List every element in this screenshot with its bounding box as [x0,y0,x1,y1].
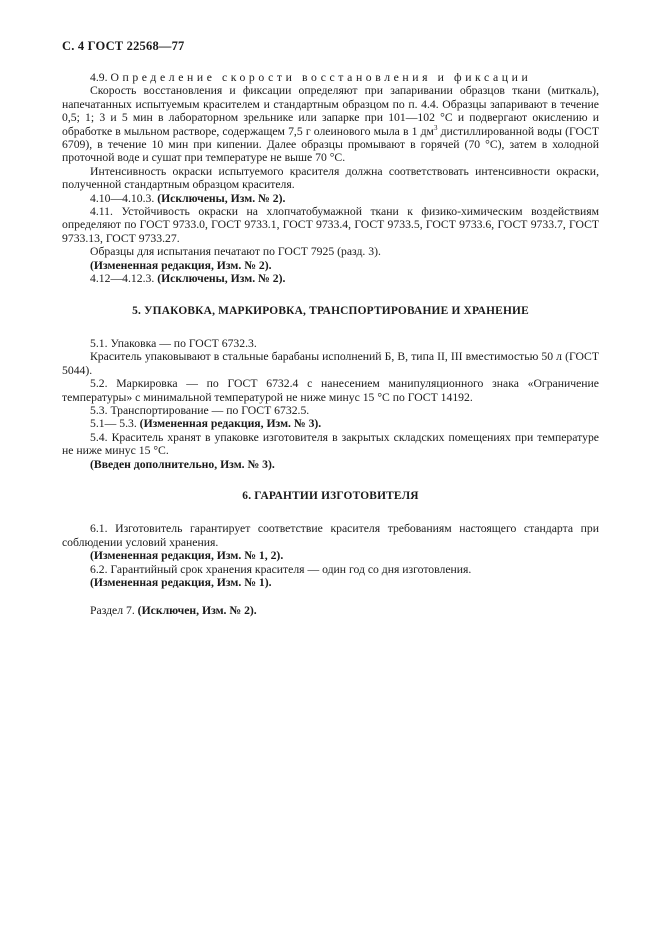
clause-number: 4.9. [90,71,108,84]
clause-5-1: 5.1. Упаковка — по ГОСТ 6732.3. [90,336,257,350]
amendment-note: (Исключены, Изм. № 2). [157,191,286,205]
section-5-title: 5. УПАКОВКА, МАРКИРОВКА, ТРАНСПОРТИРОВАНИЕ И ХРАНЕНИЕ [132,304,529,317]
amendment-note: (Измененная редакция, Изм. № 1, 2). [90,549,284,563]
cubic-superscript: 3 [433,123,438,132]
clause-4-10-excluded [62,192,599,205]
clause-5-1-text: Краситель упаковывают в стальные барабаны исполнений Б, В, типа II, III вместимостью 50 л (ГОСТ 5044). [62,350,599,377]
clause-4-9-text-part1: Скорость восстановления и фиксации определяют при запаривании образцов ткани (миткаль), напечатанных испытуемым красителем и стандартным образцом по п. 4.4. Образцы запаривают в течение 0,5; 1; 3 и 5 мин в лабораторном зрельнике или запарке при 101—102 °С и подвергают окислению и обработке в мыльном растворе, содержащем 7,5 г олеинового мыла в 1 дм [62,84,599,138]
clause-title: Определение скорости восстановления и фиксации [110,71,532,84]
amendment-note: (Измененная редакция, Изм. № 2). [90,258,272,272]
clause-5-2: 5.2. Маркировка — по ГОСТ 6732.4 с нанесением манипуляционного знака «Ограничение температуры» с минимальной температурой не ниже минус 15 °С по ГОСТ 14192. [62,377,599,404]
amendment-note: (Измененная редакция, Изм. № 3). [139,417,322,431]
clause-6-2: 6.2. Гарантийный срок хранения красителя — один год со дня изготовления. [90,562,472,576]
clause-5-1-5-3-note [62,417,599,430]
section-7-excluded [62,604,599,617]
clause-4-11-paragraph-2: Образцы для испытания печатают по ГОСТ 7925 (разд. 3). [90,245,381,259]
section-6-title: 6. ГАРАНТИИ ИЗГОТОВИТЕЛЯ [242,489,419,502]
document-body [62,71,599,618]
clause-4-9-paragraph-2: Интенсивность окраски испытуемого красителя должна соответствовать интенсивности окраски, полученной стандартным образцом красителя. [62,164,599,192]
clause-number: 4.12—4.12.3. [90,272,155,286]
amendment-note: (Исключен, Изм. № 2). [137,604,257,618]
clause-4-9-heading [62,71,599,84]
clause-4-9-text [62,84,599,164]
page-header: С. 4 ГОСТ 22568—77 [62,39,185,53]
clause-5-3: 5.3. Транспортирование — по ГОСТ 6732.5. [90,403,310,417]
clause-5-4: 5.4. Краситель хранят в упаковке изготовителя в закрытых складских помещениях при температуре не ниже минус 15 °С. [62,430,599,458]
clause-4-12-excluded [62,272,599,285]
amendment-note: (Исключены, Изм. № 2). [157,272,286,286]
amendment-note: (Измененная редакция, Изм. № 1). [90,576,272,589]
amendment-note: (Введен дополнительно, Изм. № 3). [90,457,275,471]
section-label: Раздел 7. [90,604,135,618]
clause-6-1: 6.1. Изготовитель гарантирует соответствие красителя требованиям настоящего стандарта при соблюдении условий хранения. [62,522,599,549]
clause-4-9-text-part2: дистиллированной воды (ГОСТ 6709), в течение 10 мин при кипении. Далее образцы промывают в горячей (70 °С), затем в холодной проточной воде и сушат при температуре не выше 70 °С. [62,124,599,165]
clause-number: 5.1— 5.3. [90,417,137,431]
clause-4-11-text: 4.11. Устойчивость окраски на хлопчатобумажной ткани к физико-химическим воздействиям определяют по ГОСТ 9733.0, ГОСТ 9733.1, ГОСТ 9733.4, ГОСТ 9733.5, ГОСТ 9733.6, ГОСТ 9733.7, ГОСТ 9733.13, ГОСТ 9733.27. [62,205,599,245]
clause-number: 4.10—4.10.3. [90,191,155,205]
